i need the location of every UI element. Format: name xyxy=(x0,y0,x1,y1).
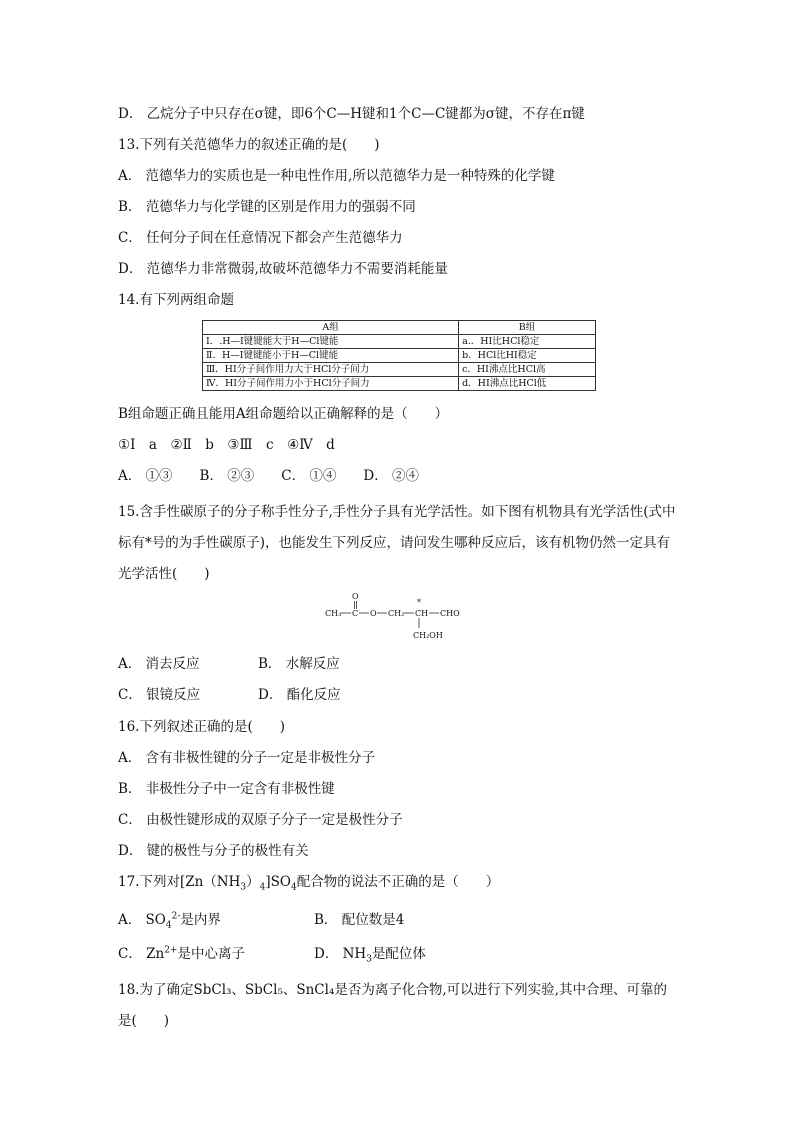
struct-chiral-star: * xyxy=(417,598,421,607)
q13-option-a: A． 范德华力的实质也是一种电性作用,所以范德华力是一种特殊的化学键 xyxy=(118,168,555,184)
table-row xyxy=(203,363,596,377)
struct-ch2: CH₂ xyxy=(388,609,405,618)
q15-option-a: A． 消去反应 xyxy=(118,656,200,672)
q13-option-c: C． 任何分子间在任意情况下都会产生范德华力 xyxy=(118,230,403,246)
table-cell-b: d．HI沸点比HCl低 xyxy=(459,377,596,391)
table-row xyxy=(203,377,596,391)
q17-option-d: D． $NH_3$是配位体 xyxy=(314,946,426,965)
q14-question: B组命题正确且能用A组命题给以正确解释的是（ ） xyxy=(118,406,449,422)
table-cell-a: Ⅱ．H—I键键能小于H—Cl键能 xyxy=(203,349,459,363)
proposition-table xyxy=(202,320,596,391)
table-row xyxy=(203,335,596,349)
q14-stem: 14.有下列两组命题 xyxy=(118,292,234,308)
q16-option-d: D． 键的极性与分子的极性有关 xyxy=(118,843,309,859)
q17-stem: 17.下列对$[Zn(NH_3)_4]SO_4$配合物的说法不正确的是（ ） xyxy=(118,874,500,893)
struct-ch2oh: CH₂OH xyxy=(413,631,443,640)
struct-ch3: CH₃ xyxy=(325,609,342,618)
q17-option-a: A． $SO_4^{2-}$是内界 xyxy=(118,911,221,931)
struct-carbonyl-o: O xyxy=(352,592,359,601)
struct-chiral-ch: CH xyxy=(415,609,429,618)
q15-option-b: B． 水解反应 xyxy=(258,656,340,672)
q18-stem: 18.为了确定SbCl₃、SbCl₅、SnCl₄是否为离子化合物,可以进行下列实验,其中合理、可靠的是( ) xyxy=(118,982,667,1029)
table-cell-b: c．HI沸点比HCl高 xyxy=(459,363,596,377)
struct-cho: CHO xyxy=(440,609,460,618)
q16-option-c: C． 由极性键形成的双原子分子一定是极性分子 xyxy=(118,812,403,828)
q13-option-d: D． 范德华力非常微弱,故破坏范德华力不需要消耗能量 xyxy=(118,261,448,277)
q13-option-b: B． 范德华力与化学键的区别是作用力的强弱不同 xyxy=(118,199,416,215)
table-head-b: B组 xyxy=(459,321,596,335)
q12-option-d: D． 乙烷分子中只存在σ键，即6个C—H键和1个C—C键都为σ键，不存在π键 xyxy=(118,106,585,122)
q16-option-b: B． 非极性分子中一定含有非极性键 xyxy=(118,781,335,797)
q14-pairs: ①Ⅰ a ②Ⅱ b ③Ⅲ c ④Ⅳ d xyxy=(118,437,335,453)
q15-option-d: D． 酯化反应 xyxy=(258,687,341,703)
q16-stem: 16.下列叙述正确的是( ) xyxy=(118,719,286,735)
struct-ester-o: O xyxy=(370,609,377,618)
q14-options: A． ①③ B． ②③ C． ①④ D． ②④ xyxy=(118,468,419,484)
q17-option-b: B． 配位数是4 xyxy=(314,912,405,928)
struct-carbonyl-c: C xyxy=(352,609,359,618)
table-cell-b: b．HCl比HI稳定 xyxy=(459,349,596,363)
table-row xyxy=(203,349,596,363)
q13-stem: 13.下列有关范德华力的叙述正确的是( ) xyxy=(118,137,380,153)
q15-option-c: C． 银镜反应 xyxy=(118,687,201,703)
chiral-molecule-structure xyxy=(325,592,465,642)
table-cell-a: Ⅰ．.H—I键键能大于H—Cl键能 xyxy=(203,335,459,349)
table-cell-a: Ⅳ．HI分子间作用力小于HCl分子间力 xyxy=(203,377,459,391)
table-cell-b: a.．HI比HCl稳定 xyxy=(459,335,596,349)
table-cell-a: Ⅲ．HI分子间作用力大于HCl分子间力 xyxy=(203,363,459,377)
q16-option-a: A． 含有非极性键的分子一定是非极性分子 xyxy=(118,750,376,766)
q17-option-c: C． $Zn^{2+}$是中心离子 xyxy=(118,945,245,962)
q15-stem: 15.含手性碳原子的分子称手性分子,手性分子具有光学活性。如下图有机物具有光学活性(式中标有*号的为手性碳原子)，也能发生下列反应，请问发生哪种反应后，该有机物仍然一定具有光学活性( ) xyxy=(118,504,676,582)
table-head-a: A组 xyxy=(203,321,459,335)
